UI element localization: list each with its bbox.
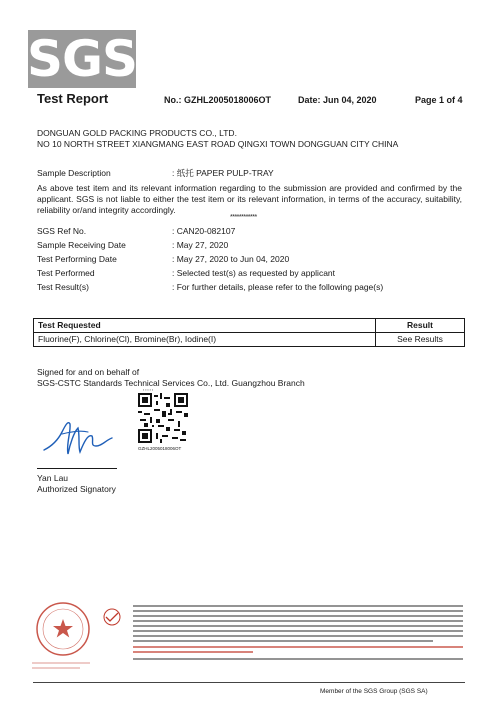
header-result: Result [376, 319, 465, 333]
test-results-value: : For further details, please refer to the following page(s) [172, 282, 384, 292]
footer-divider [33, 682, 465, 683]
table-row [34, 333, 465, 347]
signatory-name: Yan Lau [37, 473, 69, 483]
receiving-date-value: : May 27, 2020 [172, 240, 229, 250]
signature-line [37, 468, 117, 469]
separator-stars: ************ [230, 214, 257, 221]
performing-date-label: Test Performing Date [37, 254, 117, 264]
sample-description-label: Sample Description [37, 168, 111, 178]
page-indicator: Page 1 of 4 [415, 95, 463, 105]
header-test-requested: Test Requested [34, 319, 376, 333]
accreditation-mark-icon [98, 607, 126, 627]
report-number: No.: GZHL2005018006OT [164, 95, 272, 105]
report-date: Date: Jun 04, 2020 [298, 95, 377, 105]
test-performed-value: : Selected test(s) as requested by applicant [172, 268, 336, 278]
applicant-company: DONGUAN GOLD PACKING PRODUCTS CO., LTD. [37, 128, 237, 138]
signature-icon [40, 410, 120, 462]
sgs-logo: SGS [26, 30, 138, 88]
ref-no-value: : CAN20-082107 [172, 226, 236, 236]
results-table [33, 318, 465, 347]
legal-disclaimer-icon [133, 603, 463, 661]
signing-organization: SGS-CSTC Standards Technical Services Co., Ltd. Guangzhou Branch [37, 378, 305, 388]
qr-code-icon [138, 393, 188, 443]
statement-paragraph: As above test item and its relevant information regarding to the submission are provided and confirmed by the applicant. SGS is not liable to either the test item or its relevant information, in terms of the accuracy, suitability, reliability or/and integrity accordingly. [37, 183, 462, 215]
applicant-address: NO 10 NORTH STREET XIANGMANG EAST ROAD QINGXI TOWN DONGGUAN CITY CHINA [37, 139, 399, 149]
qr-caption-icon: ▪ ▪ ▪ ▪ ▪ [143, 388, 154, 392]
test-results-label: Test Result(s) [37, 282, 89, 292]
result-cell: See Results [376, 333, 465, 347]
signed-on-behalf: Signed for and on behalf of [37, 367, 140, 377]
company-seal-icon [34, 600, 92, 658]
results-table-header [34, 319, 465, 333]
receiving-date-label: Sample Receiving Date [37, 240, 126, 250]
seal-caption-icon [30, 660, 94, 672]
qr-code-label: GZHL2005018006OT [138, 446, 182, 451]
signatory-role: Authorized Signatory [37, 484, 116, 494]
report-title: Test Report [37, 91, 109, 106]
ref-no-label: SGS Ref No. [37, 226, 87, 236]
sgs-group-membership: Member of the SGS Group (SGS SA) [320, 688, 428, 695]
performing-date-value: : May 27, 2020 to Jun 04, 2020 [172, 254, 290, 264]
test-performed-label: Test Performed [37, 268, 95, 278]
test-requested-cell: Fluorine(F), Chlorine(Cl), Bromine(Br), Iodine(I) [34, 333, 376, 347]
sample-description-value: : 纸托 PAPER PULP-TRAY [172, 168, 274, 178]
